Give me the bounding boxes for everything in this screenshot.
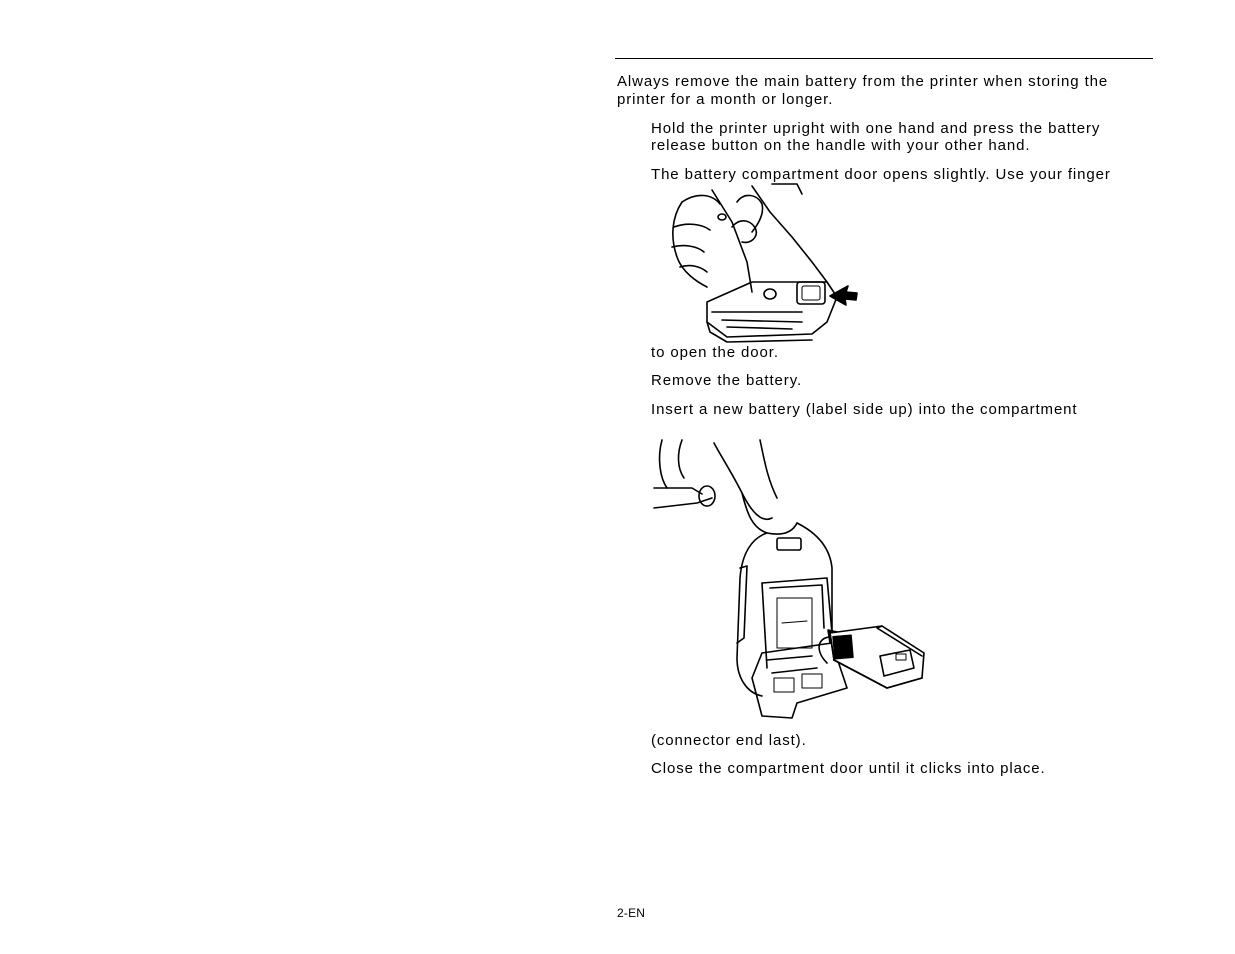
page-number: 2-EN xyxy=(617,906,646,920)
step-close: Close the compartment door until it clicks into place. xyxy=(651,760,1046,777)
step-door-opens-line-2: to open the door. xyxy=(651,344,779,361)
step-insert-line-2: (connector end last). xyxy=(651,732,807,749)
step-hold-line-1: Hold the printer upright with one hand and press the battery xyxy=(651,120,1101,137)
intro-line-2: printer for a month or longer. xyxy=(617,91,834,108)
step-hold-line-2: release button on the handle with your other hand. xyxy=(651,137,1031,154)
insert-battery-illustration xyxy=(652,438,932,723)
press-release-button-illustration xyxy=(652,182,862,347)
intro-line-1: Always remove the main battery from the printer when storing the xyxy=(617,73,1109,90)
step-remove: Remove the battery. xyxy=(651,372,803,389)
header-rule xyxy=(615,58,1153,59)
step-door-opens-line-1: The battery compartment door opens slightly. Use your finger xyxy=(651,166,1111,183)
step-insert-line-1: Insert a new battery (label side up) into the compartment xyxy=(651,401,1078,418)
